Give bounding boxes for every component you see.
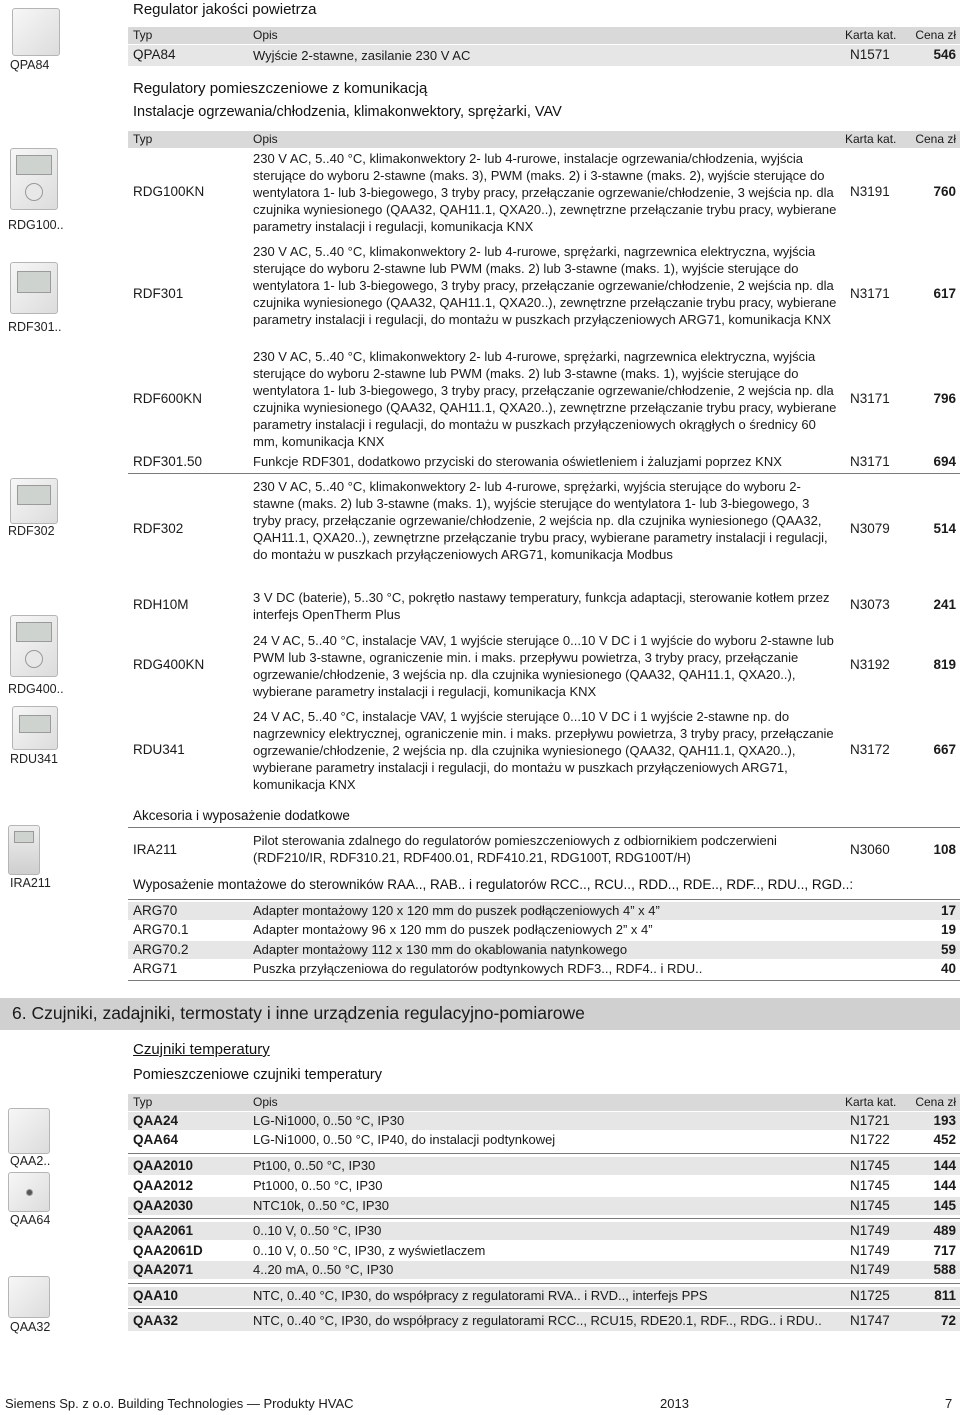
section-title-air-quality: Regulator jakości powietrza bbox=[133, 1, 317, 18]
rdf301-image bbox=[10, 262, 58, 314]
thumb-label: QAA32 bbox=[10, 1320, 51, 1334]
row-cena: 144 bbox=[933, 1178, 956, 1193]
table-row bbox=[128, 631, 960, 701]
table-row bbox=[128, 242, 960, 346]
table-row bbox=[128, 1242, 960, 1260]
footer-year: 2013 bbox=[660, 1396, 689, 1411]
row-karta: N1749 bbox=[850, 1262, 890, 1277]
row-opis: Adapter montażowy 96 x 120 mm do puszek podłączeniowych 2” x 4” bbox=[253, 922, 653, 937]
row-karta: N3079 bbox=[850, 521, 890, 536]
row-divider bbox=[128, 1218, 960, 1219]
row-cena: 588 bbox=[933, 1262, 956, 1277]
row-typ: QAA2061D bbox=[133, 1243, 203, 1258]
col-karta: Karta kat. bbox=[845, 132, 897, 146]
row-opis: Wyjście 2-stawne, zasilanie 230 V AC bbox=[253, 48, 471, 63]
mounting-title: Wyposażenie montażowe do sterowników RAA.., RAB.. i regulatorów RCC.., RCU.., RDD.., RDE.., RDF.., RDU.., RGD..: bbox=[133, 877, 854, 892]
table-row bbox=[128, 1177, 960, 1195]
row-karta: N3060 bbox=[850, 842, 890, 857]
thumb-label: RDU341 bbox=[10, 752, 58, 766]
col-opis: Opis bbox=[253, 28, 278, 42]
row-opis: 230 V AC, 5..40 °C, klimakonwektory 2- lub 4-rurowe, sprężarki, nagrzewnica elektryczna, wyjścia sterujące do wyboru 2-stawne lub PWM (maks. 2) lub 3-stawne (maks. 1), wyjście sterujące do wentylatora 1- lub 3-biegowego, 3 tryby pracy, przełączanie ogrzewanie/chłodzenie, 2 wejścia np. dla czujnika wyniesionego (QAA32, QAH11.1, QXA20..), zewnętrzne przełączanie trybu pracy, wybierane parametry instalacji i regulacji, do montażu w puszkach przyłączeniowych okrągłych o średnicy 60 mm, komunikacja KNX bbox=[253, 349, 837, 449]
row-cena: 717 bbox=[933, 1243, 956, 1258]
rdu341-image bbox=[12, 706, 58, 750]
thumb-label: RDG400.. bbox=[8, 682, 64, 696]
qaa32-image bbox=[8, 1276, 50, 1318]
row-divider bbox=[128, 1308, 960, 1309]
row-cena: 667 bbox=[933, 742, 956, 757]
col-karta: Karta kat. bbox=[845, 1095, 897, 1109]
row-cena: 514 bbox=[933, 521, 956, 536]
row-typ: QAA2030 bbox=[133, 1198, 194, 1213]
row-karta: N1749 bbox=[850, 1223, 890, 1238]
row-cena: 760 bbox=[933, 184, 956, 199]
thumb-label: IRA211 bbox=[10, 876, 51, 890]
qaa2-image bbox=[8, 1108, 50, 1154]
row-opis: NTC, 0..40 °C, IP30, do współpracy z regulatorami RCC.., RCU15, RDE20.1, RDF.., RDG.. i RDU.. bbox=[253, 1313, 822, 1328]
row-divider bbox=[128, 1153, 960, 1154]
row-cena: 145 bbox=[933, 1198, 956, 1213]
col-opis: Opis bbox=[253, 132, 278, 146]
row-typ: RDG400KN bbox=[133, 657, 205, 672]
table-header bbox=[128, 131, 960, 148]
rdg400-image bbox=[10, 615, 58, 677]
table-row bbox=[128, 1312, 960, 1331]
row-divider bbox=[128, 827, 960, 828]
row-divider bbox=[128, 1283, 960, 1284]
row-cena: 72 bbox=[940, 1313, 956, 1328]
row-opis: 230 V AC, 5..40 °C, klimakonwektory 2- lub 4-rurowe, sprężarki, wyjścia sterujące do wyboru 2-stawne (maks. 2) lub 3-stawne (maks. 1), wyjście sterujące do wentylatora 1- lub 3-biegowego, 3 tryby pracy, przełączanie ogrzewanie/chłodzenie, 2 wejścia np. dla czujnika wyniesionego (QAA32, QAH11.1, QXA20..), zewnętrzne przełączanie trybu pracy, wybierane parametry instalacji i regulacji, do montażu w puszkach przyłączeniowych ARG71, komunikacja Modbus bbox=[253, 479, 828, 562]
row-cena: 489 bbox=[933, 1223, 956, 1238]
table-row bbox=[128, 1222, 960, 1240]
row-cena: 144 bbox=[933, 1158, 956, 1173]
row-opis: Puszka przyłączeniowa do regulatorów podtynkowych RDF3.., RDF4.. i RDU.. bbox=[253, 961, 703, 976]
row-cena: 59 bbox=[940, 942, 956, 957]
row-cena: 108 bbox=[933, 842, 956, 857]
row-karta: N1745 bbox=[850, 1178, 890, 1193]
room-sensors-title: Pomieszczeniowe czujniki temperatury bbox=[133, 1067, 383, 1083]
col-opis: Opis bbox=[253, 1095, 278, 1109]
row-typ: QAA2010 bbox=[133, 1158, 194, 1173]
row-typ: IRA211 bbox=[133, 842, 178, 857]
row-typ: QAA2071 bbox=[133, 1262, 194, 1277]
table-row bbox=[128, 477, 960, 581]
row-cena: 694 bbox=[933, 454, 956, 469]
thumb-label: RDG100.. bbox=[8, 218, 64, 232]
row-opis: Adapter montażowy 120 x 120 mm do puszek podłączeniowych 4” x 4” bbox=[253, 903, 660, 918]
row-cena: 193 bbox=[933, 1113, 956, 1128]
col-cena: Cena zł bbox=[915, 1095, 956, 1109]
row-typ: QAA2012 bbox=[133, 1178, 194, 1193]
row-opis: 230 V AC, 5..40 °C, klimakonwektory 2- lub 4-rurowe, instalacje ogrzewania/chłodzenia, wyjścia sterujące do wyboru 2-stawne (maks. 3), PWM (maks. 2) i 3-stawne (maks. 2), wyjście sterujące do wentylatora 1- lub 3-biegowego, 3 tryby pracy, przełączanie ogrzewanie/chłodzenie, 3 wejścia np. dla czujnika wyniesionego (QAA32, QAH11.1, QXA20..), zewnętrzne przełączanie trybu pracy, wybierane parametry instalacji i regulacji, komunikacja KNX bbox=[253, 151, 837, 234]
row-opis: NTC, 0..40 °C, IP30, do współpracy z regulatorami RVA.. i RVD.., interfejs PPS bbox=[253, 1288, 708, 1303]
row-typ: QAA2061 bbox=[133, 1223, 194, 1238]
row-typ: RDU341 bbox=[133, 742, 185, 757]
table-row bbox=[128, 941, 960, 959]
row-karta: N3172 bbox=[850, 742, 890, 757]
table-row bbox=[128, 1157, 960, 1175]
temperature-sensors-title: Czujniki temperatury bbox=[133, 1041, 270, 1058]
row-karta: N1745 bbox=[850, 1198, 890, 1213]
row-karta: N3171 bbox=[850, 286, 890, 301]
row-cena: 796 bbox=[933, 391, 956, 406]
row-karta: N1722 bbox=[850, 1132, 890, 1147]
row-karta: N3191 bbox=[850, 184, 890, 199]
rdg100-image bbox=[10, 148, 58, 210]
thumb-label: RDF302 bbox=[8, 524, 55, 538]
row-opis: Pilot sterowania zdalnego do regulatorów pomieszczeniowych z odbiornikiem podczerwieni (RDF210/IR, RDF310.21, RDF400.01, RDF410.21, RDG100T, RDG100T/H) bbox=[253, 833, 777, 865]
col-cena: Cena zł bbox=[915, 132, 956, 146]
footer-company: Siemens Sp. z o.o. Building Technologies — Produkty HVAC bbox=[5, 1396, 354, 1411]
row-opis: 230 V AC, 5..40 °C, klimakonwektory 2- lub 4-rurowe, sprężarki, nagrzewnica elektryczna, wyjścia sterujące do wyboru 2-stawne lub PWM (maks. 2) lub 3-stawne (maks. 1), wyjście sterujące do wentylatora 1- lub 3-biegowego, 3 tryby pracy, przełączanie ogrzewanie/chłodzenie, 2 wejścia np. dla czujnika wyniesionego (QAA32, QAH11.1, QXA20..), zewnętrzne przełączanie trybu pracy, wybierane parametry instalacji i regulacji, do montażu w puszkach przyłączeniowych ARG71, komunikacja KNX bbox=[253, 244, 837, 327]
row-opis: NTC10k, 0..50 °C, IP30 bbox=[253, 1198, 389, 1213]
row-opis: 3 V DC (baterie), 5..30 °C, pokrętło nastawy temperatury, funkcja adaptacji, sterowanie kotłem przez interfejs OpenTherm Plus bbox=[253, 590, 830, 622]
table-row bbox=[128, 149, 960, 239]
table-row bbox=[128, 1112, 960, 1130]
table-row bbox=[128, 45, 960, 66]
row-opis: LG-Ni1000, 0..50 °C, IP40, do instalacji podtynkowej bbox=[253, 1132, 556, 1147]
qpa84-image bbox=[12, 8, 60, 56]
row-cena: 546 bbox=[933, 47, 956, 62]
table-row bbox=[128, 707, 960, 795]
row-cena: 811 bbox=[934, 1288, 956, 1303]
row-typ: RDF600KN bbox=[133, 391, 203, 406]
row-typ: QAA32 bbox=[133, 1313, 179, 1328]
row-typ: RDF302 bbox=[133, 521, 184, 536]
row-typ: RDH10M bbox=[133, 597, 189, 612]
row-cena: 617 bbox=[933, 286, 956, 301]
thumb-label: QAA64 bbox=[10, 1213, 51, 1227]
row-karta: N1725 bbox=[850, 1288, 890, 1303]
table-row bbox=[128, 902, 960, 920]
table-row bbox=[128, 347, 960, 451]
table-row bbox=[128, 452, 960, 472]
row-cena: 452 bbox=[933, 1132, 956, 1147]
row-typ: QPA84 bbox=[133, 47, 176, 62]
row-divider bbox=[128, 980, 960, 981]
row-typ: RDF301.50 bbox=[133, 454, 203, 469]
footer-page-number: 7 bbox=[945, 1396, 953, 1411]
row-typ: QAA10 bbox=[133, 1288, 179, 1303]
row-karta: N1749 bbox=[850, 1243, 890, 1258]
row-karta: N3192 bbox=[850, 657, 890, 672]
product-thumbnails bbox=[0, 0, 120, 1415]
row-karta: N3171 bbox=[850, 391, 890, 406]
col-typ: Typ bbox=[133, 28, 153, 42]
row-typ: ARG70 bbox=[133, 903, 178, 918]
section-6-title: 6. Czujniki, zadajniki, termostaty i inne urządzenia regulacyjno-pomiarowe bbox=[12, 1003, 585, 1023]
row-opis: 0..10 V, 0..50 °C, IP30, z wyświetlaczem bbox=[253, 1243, 486, 1258]
rdf302-image bbox=[10, 478, 58, 524]
row-divider bbox=[128, 473, 960, 474]
row-karta: N1745 bbox=[850, 1158, 890, 1173]
col-typ: Typ bbox=[133, 132, 153, 146]
col-cena: Cena zł bbox=[915, 28, 956, 42]
row-cena: 241 bbox=[933, 597, 956, 612]
row-typ: QAA24 bbox=[133, 1113, 179, 1128]
row-opis: Adapter montażowy 112 x 130 mm do okablowania natynkowego bbox=[253, 942, 628, 957]
row-typ: QAA64 bbox=[133, 1132, 179, 1147]
accessories-title: Akcesoria i wyposażenie dodatkowe bbox=[133, 808, 350, 823]
section-title-room-controllers: Regulatory pomieszczeniowe z komunikacją bbox=[133, 80, 428, 97]
ira211-image bbox=[8, 825, 40, 875]
table-row bbox=[128, 1197, 960, 1215]
row-opis: 0..10 V, 0..50 °C, IP30 bbox=[253, 1223, 382, 1238]
thumb-label: QPA84 bbox=[10, 58, 50, 72]
row-karta: N3171 bbox=[850, 454, 890, 469]
table-header bbox=[128, 1094, 960, 1111]
row-opis: 24 V AC, 5..40 °C, instalacje VAV, 1 wyjście sterujące 0...10 V DC i 1 wyjście do wyboru 2-stawne lub PWM lub 3-stawne, ograniczenie min. i maks. przepływu powietrza, 3 tryby pracy, przełączanie ogrzewanie/chłodzenie, 3 wejścia np. dla czujnika wyniesionego (QAA32, QAH11.1, QXA20..), wybierane parametry instalacji i regulacji, komunikacja KNX bbox=[253, 633, 834, 699]
row-typ: ARG70.2 bbox=[133, 942, 189, 957]
row-cena: 40 bbox=[940, 961, 956, 976]
row-karta: N1571 bbox=[850, 47, 890, 62]
table-row bbox=[128, 921, 960, 939]
row-typ: RDG100KN bbox=[133, 184, 205, 199]
row-opis: Pt100, 0..50 °C, IP30 bbox=[253, 1158, 376, 1173]
table-row bbox=[128, 588, 960, 624]
table-header bbox=[128, 27, 960, 44]
qaa64-image bbox=[8, 1172, 50, 1212]
row-opis: 24 V AC, 5..40 °C, instalacje VAV, 1 wyjście sterujące 0...10 V DC i 1 wyjście 2-stawne np. do nagrzewnicy elektrycznej, ograniczenie min. i maks. przepływu powietrza, 3 tryby pracy, przełączanie ogrzewanie/chłodzenie, 2 wejścia np. dla czujnika wyniesionego (QAA32, QAH11.1, QXA20..), wybierane parametry instalacji i regulacji, do montażu w puszkach przyłączeniowych ARG71, komunikacja KNX bbox=[253, 709, 834, 792]
row-opis: LG-Ni1000, 0..50 °C, IP30 bbox=[253, 1113, 405, 1128]
row-typ: ARG70.1 bbox=[133, 922, 189, 937]
col-typ: Typ bbox=[133, 1095, 153, 1109]
row-cena: 17 bbox=[940, 903, 956, 918]
row-karta: N3073 bbox=[850, 597, 890, 612]
section-subtitle: Instalacje ogrzewania/chłodzenia, klimakonwektory, sprężarki, VAV bbox=[133, 104, 562, 120]
row-cena: 819 bbox=[933, 657, 956, 672]
row-typ: ARG71 bbox=[133, 961, 178, 976]
table-row bbox=[128, 1287, 960, 1306]
thumb-label: QAA2.. bbox=[10, 1154, 51, 1168]
row-opis: Pt1000, 0..50 °C, IP30 bbox=[253, 1178, 383, 1193]
thumb-label: RDF301.. bbox=[8, 320, 62, 334]
row-opis: Funkcje RDF301, dodatkowo przyciski do sterowania oświetleniem i żaluzjami poprzez KNX bbox=[253, 454, 782, 469]
table-row bbox=[128, 1261, 960, 1279]
table-row bbox=[128, 1131, 960, 1150]
row-karta: N1747 bbox=[850, 1313, 890, 1328]
table-row bbox=[128, 831, 960, 869]
col-karta: Karta kat. bbox=[845, 28, 897, 42]
row-divider bbox=[128, 899, 960, 900]
table-row bbox=[128, 960, 960, 979]
row-karta: N1721 bbox=[850, 1113, 890, 1128]
row-typ: RDF301 bbox=[133, 286, 184, 301]
row-opis: 4..20 mA, 0..50 °C, IP30 bbox=[253, 1262, 394, 1277]
section-band bbox=[0, 998, 960, 1030]
row-cena: 19 bbox=[940, 922, 956, 937]
